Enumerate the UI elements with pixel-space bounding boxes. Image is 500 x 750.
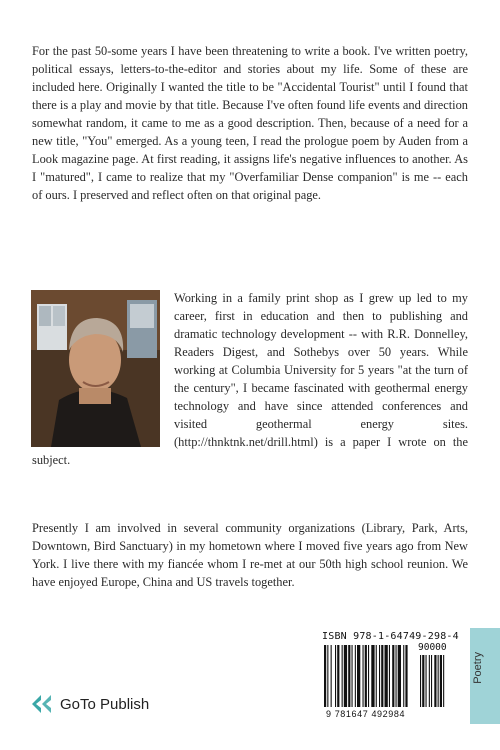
genre-label: Poetry bbox=[472, 652, 484, 684]
bio-paragraph: Working in a family print shop as I grew up led to my career, first in education and then to publishing and dramatic technology development -- with R.R. Donnelley, Readers Digest, and Sothebys over 50 years. While working at Columbia University for 5 years "at the turn of the century", I became fascinated with geothermal energy technology and have since attended conferences and visited geothermal energy sites. (http://thnktnk.net/drill.html) is a paper I wrote on the subject. bbox=[32, 291, 468, 467]
price-code: 90000 bbox=[418, 642, 447, 653]
publisher-logo bbox=[30, 690, 149, 718]
genre-tab bbox=[470, 628, 500, 724]
present-paragraph: Presently I am involved in several community organizations (Library, Park, Arts, Downtown, Bird Sanctuary) in my hometown where I moved five years ago from New York. I live there with my fiancée whom I re-met at our 50th high school reunion. We have enjoyed Europe, China and US travels together. bbox=[32, 521, 468, 589]
isbn-label: ISBN 978-1-64749-298-4 bbox=[322, 631, 459, 642]
barcode bbox=[320, 631, 470, 723]
intro-paragraph: For the past 50-some years I have been threatening to write a book. I've written poetry, political essays, letters-to-the-editor and stories about my life. Some of these are included here. Originally I wanted the title to be "Accidental Tourist" until I found that there is a play and movie by that title. Because I've often found life events and direction somewhat random, it came to me as a good description. Then, because of a need for a new title, "You" emerged. As a young teen, I read the prologue poem by Auden from a Look magazine page. At first reading, it assigns life's negative influences to another. As I "matured", I came to realize that my "Overfamiliar Dense companion" is me -- each of ours. I preserved and reflect often on that original page. bbox=[32, 44, 468, 202]
publisher-logo-icon bbox=[30, 692, 54, 716]
barcode-number: 9 781647 492984 bbox=[326, 709, 406, 719]
publisher-name: GoTo Publish bbox=[60, 695, 150, 713]
